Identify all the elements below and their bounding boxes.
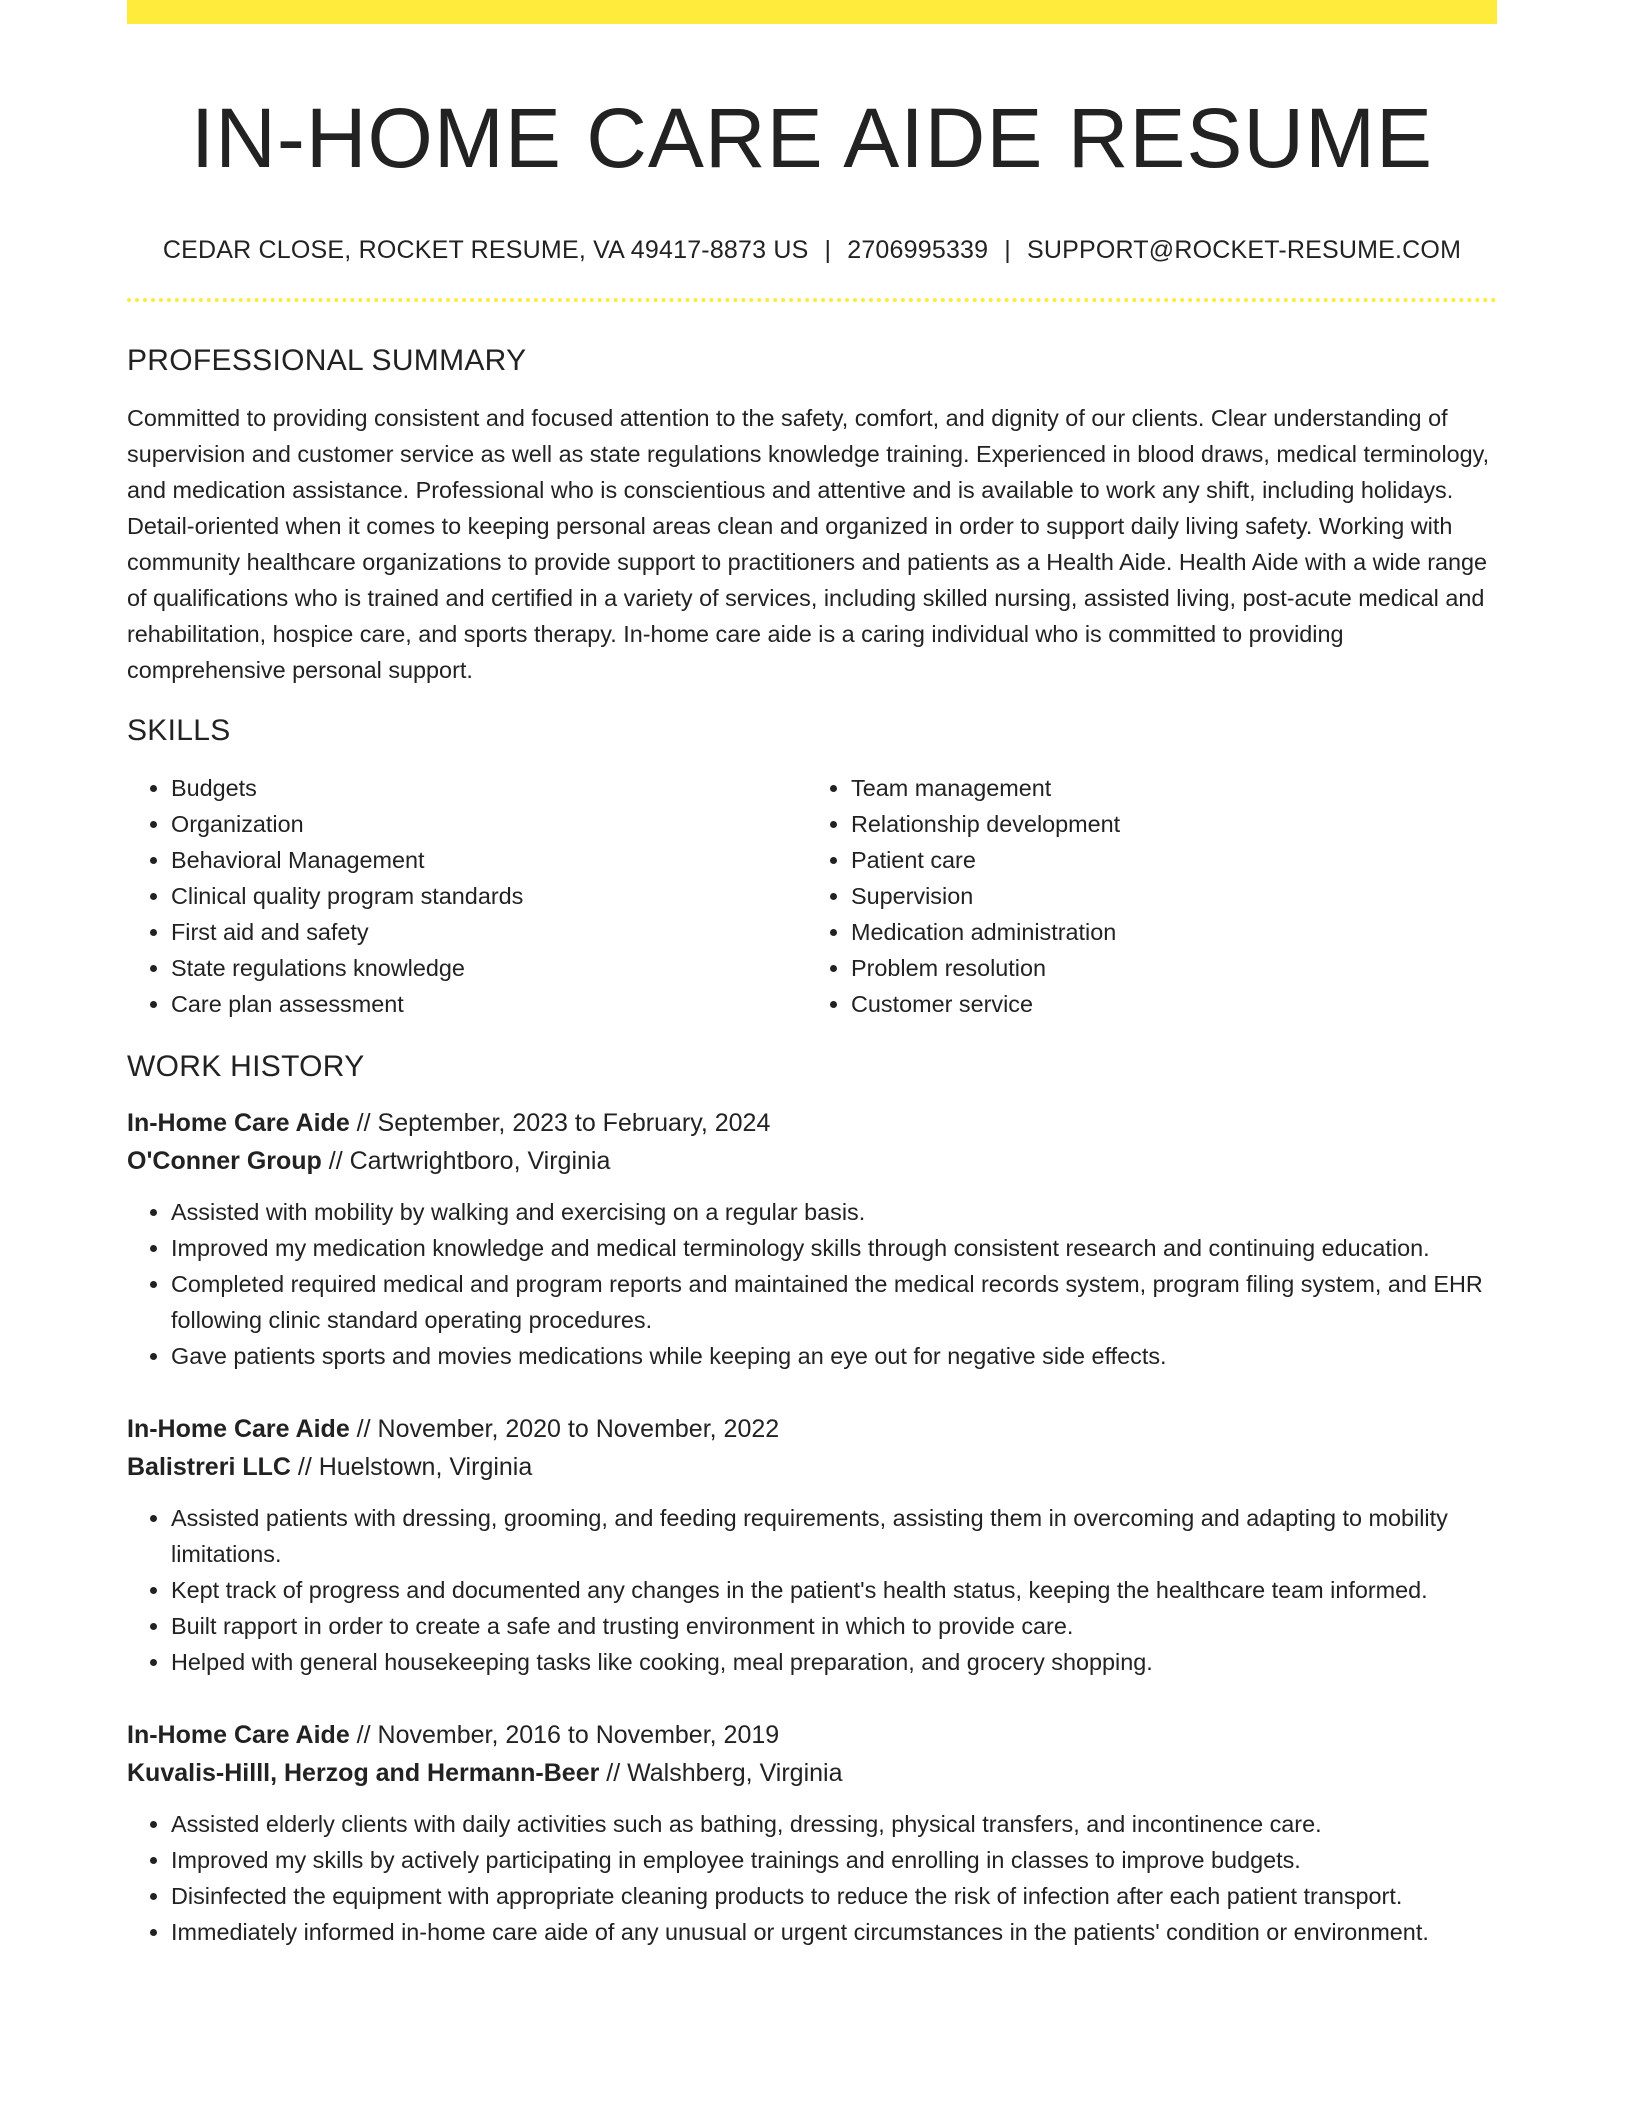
job-entry: [127, 1104, 1497, 1374]
skill-item: • First aid and safety: [171, 914, 801, 950]
contact-phone: 2706995339: [847, 236, 989, 264]
job-title: In-Home Care Aide: [127, 1415, 350, 1443]
job-company: O'Conner Group: [127, 1147, 322, 1175]
job-company-line: [127, 1754, 1497, 1792]
skill-item: • Relationship development: [851, 806, 1481, 842]
skill-item: • Clinical quality program standards: [171, 878, 801, 914]
job-bullet: • Assisted patients with dressing, grooming, and feeding requirements, assisting them in overcoming and adapting to mobility limitations.: [171, 1500, 1497, 1572]
job-company: Kuvalis-Hilll, Herzog and Hermann-Beer: [127, 1759, 600, 1787]
job-entry: [127, 1716, 1497, 1950]
skill-item: • Budgets: [171, 770, 801, 806]
contact-line: [127, 234, 1497, 266]
skills-column-left: [127, 770, 801, 1022]
job-company-line: [127, 1142, 1497, 1180]
job-entry: [127, 1410, 1497, 1680]
skill-item: • Problem resolution: [851, 950, 1481, 986]
job-location: // Cartwrightboro, Virginia: [321, 1147, 611, 1175]
contact-separator: |: [1004, 236, 1011, 264]
contact-email: SUPPORT@ROCKET-RESUME.COM: [1026, 236, 1462, 264]
job-location: // Huelstown, Virginia: [290, 1453, 533, 1481]
job-title-line: [127, 1410, 1497, 1448]
contact-address: CEDAR CLOSE, ROCKET RESUME, VA 49417-8873 US: [162, 236, 809, 264]
skill-item: • Organization: [171, 806, 801, 842]
job-title-line: [127, 1104, 1497, 1142]
job-bullets: [127, 1806, 1497, 1950]
job-bullets: [127, 1500, 1497, 1680]
job-title: In-Home Care Aide: [127, 1109, 350, 1137]
job-bullet: • Improved my medication knowledge and medical terminology skills through consistent research and continuing education.: [171, 1230, 1497, 1266]
job-bullet: • Kept track of progress and documented any changes in the patient's health status, keeping the healthcare team informed.: [171, 1572, 1497, 1608]
skill-item: • Medication administration: [851, 914, 1481, 950]
skill-item: • Customer service: [851, 986, 1481, 1022]
skill-item: • Supervision: [851, 878, 1481, 914]
job-title: In-Home Care Aide: [127, 1721, 350, 1749]
skill-item: • Behavioral Management: [171, 842, 801, 878]
job-bullet: • Completed required medical and program reports and maintained the medical records system, program filing system, and EHR following clinic standard operating procedures.: [171, 1266, 1497, 1338]
job-dates: // November, 2016 to November, 2019: [349, 1721, 780, 1749]
skills-heading: SKILLS: [127, 714, 231, 747]
job-bullets: [127, 1194, 1497, 1374]
job-company: Balistreri LLC: [127, 1453, 291, 1481]
job-dates: // November, 2020 to November, 2022: [349, 1415, 780, 1443]
skill-item: • Care plan assessment: [171, 986, 801, 1022]
job-bullet: • Helped with general housekeeping tasks like cooking, meal preparation, and grocery shopping.: [171, 1644, 1497, 1680]
job-dates: // September, 2023 to February, 2024: [349, 1109, 771, 1137]
skills-list: [127, 770, 1497, 1022]
accent-top-bar: [127, 0, 1497, 24]
skill-item: • Team management: [851, 770, 1481, 806]
summary-heading: PROFESSIONAL SUMMARY: [127, 344, 527, 377]
skill-item: • State regulations knowledge: [171, 950, 801, 986]
job-location: // Walshberg, Virginia: [599, 1759, 843, 1787]
resume-title: IN-HOME CARE AIDE RESUME: [190, 91, 1434, 185]
skill-item: • Patient care: [851, 842, 1481, 878]
work-history-heading: WORK HISTORY: [127, 1050, 365, 1083]
job-bullet: • Improved my skills by actively participating in employee trainings and enrolling in classes to improve budgets.: [171, 1842, 1497, 1878]
summary-text: Committed to providing consistent and focused attention to the safety, comfort, and dignity of our clients. Clear understanding of supervision and customer service as well as state regulations knowledge training. Experienced in blood draws, medical terminology, and medication assistance. Professional who is conscientious and attentive and is available to work any shift, including holidays. Detail-oriented when it comes to keeping personal areas clean and organized in order to support daily living safety. Working with community healthcare organizations to provide support to practitioners and patients as a Health Aide. Health Aide with a wide range of qualifications who is trained and certified in a variety of services, including skilled nursing, assisted living, post-acute medical and rehabilitation, hospice care, and sports therapy. In-home care aide is a caring individual who is committed to providing comprehensive personal support.: [127, 405, 1490, 683]
job-bullet: • Disinfected the equipment with appropriate cleaning products to reduce the risk of infection after each patient transport.: [171, 1878, 1497, 1914]
contact-separator: |: [824, 236, 832, 264]
job-bullet: • Immediately informed in-home care aide of any unusual or urgent circumstances in the patients' condition or environment.: [171, 1914, 1497, 1950]
job-bullet: • Assisted elderly clients with daily activities such as bathing, dressing, physical transfers, and incontinence care.: [171, 1806, 1497, 1842]
job-company-line: [127, 1448, 1497, 1486]
job-bullet: • Built rapport in order to create a safe and trusting environment in which to provide care.: [171, 1608, 1497, 1644]
dotted-divider: [127, 298, 1497, 302]
resume-page: [127, 0, 1497, 1950]
job-title-line: [127, 1716, 1497, 1754]
job-bullet: • Assisted with mobility by walking and exercising on a regular basis.: [171, 1194, 1497, 1230]
skills-column-right: [801, 770, 1481, 1022]
job-bullet: • Gave patients sports and movies medications while keeping an eye out for negative side effects.: [171, 1338, 1497, 1374]
